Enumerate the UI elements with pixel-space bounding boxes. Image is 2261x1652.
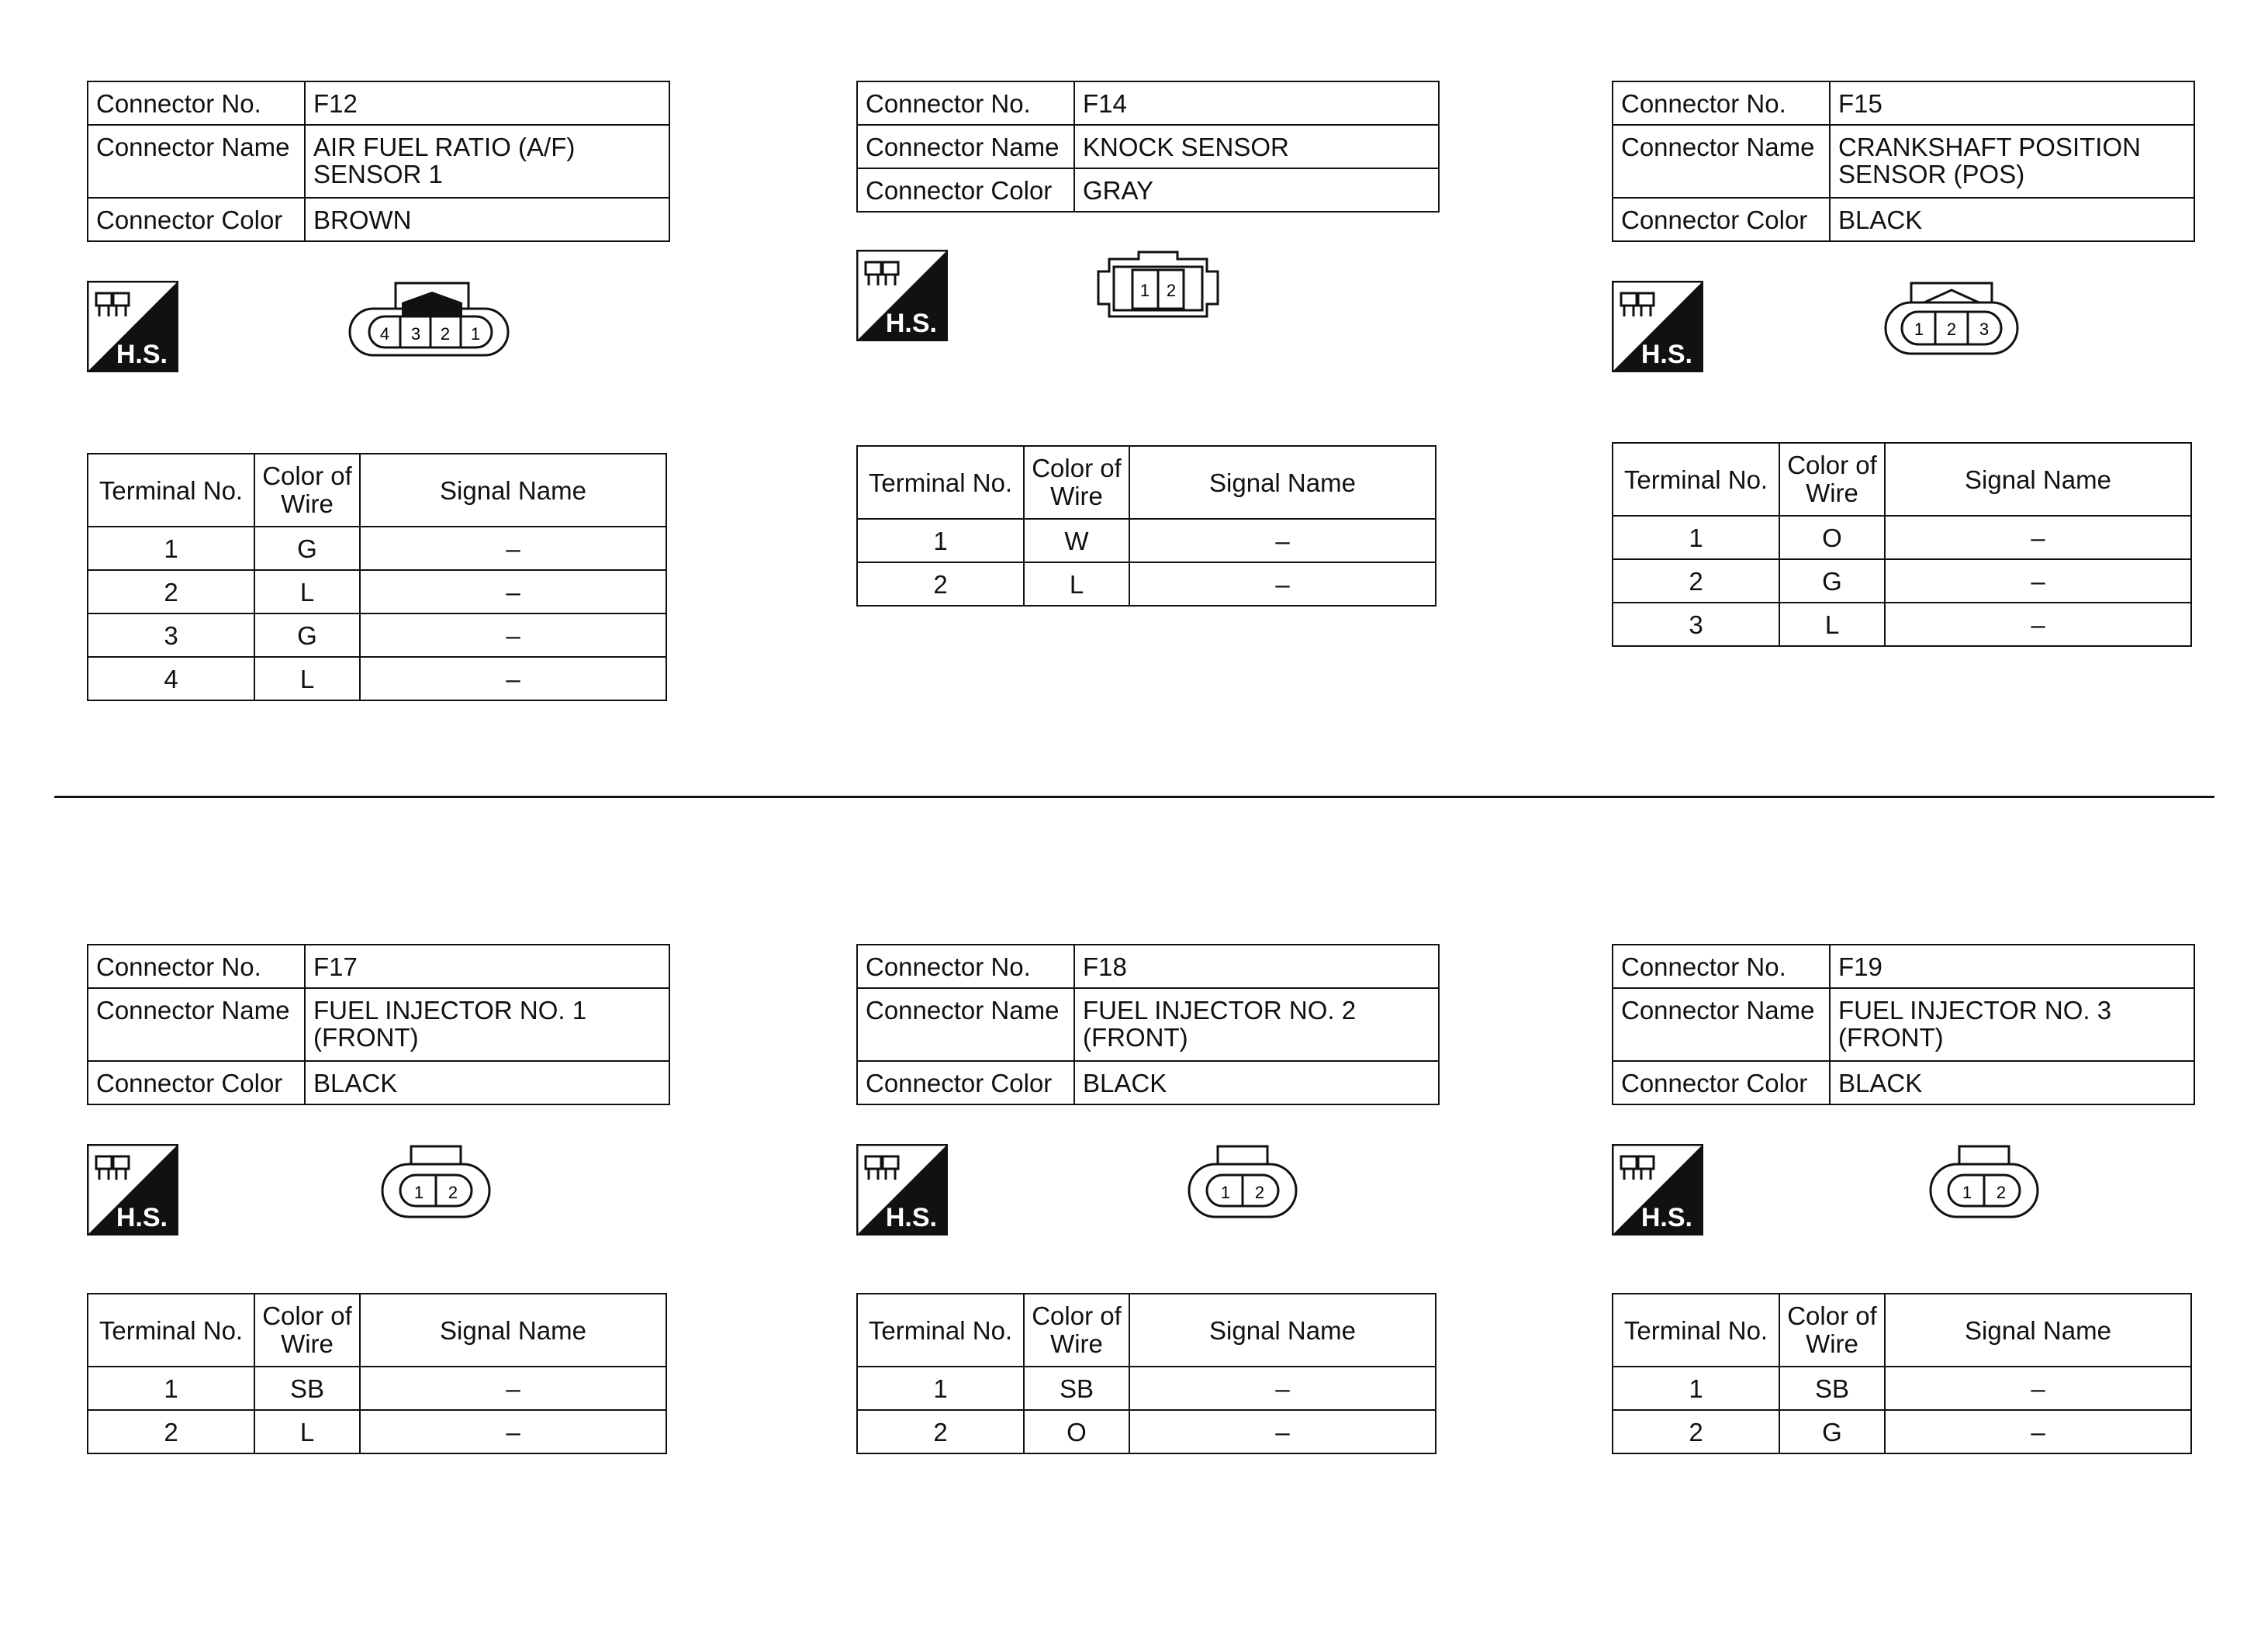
connector-info-table bbox=[1612, 944, 2195, 1105]
wire-color-cell: O bbox=[1779, 516, 1885, 559]
connector-name-line1: FUEL INJECTOR NO. 2 bbox=[1083, 996, 1357, 1025]
connector-face-diagram bbox=[1187, 1144, 1298, 1222]
color-of-wire-header bbox=[1024, 1294, 1129, 1367]
terminal-no-cell: 2 bbox=[857, 1410, 1024, 1453]
hs-label: H.S. bbox=[116, 340, 168, 369]
connector-name-label: Connector Name bbox=[857, 988, 1074, 1061]
wire-color-cell: G bbox=[254, 527, 360, 570]
connector-color-value: BROWN bbox=[305, 198, 669, 241]
hs-label: H.S. bbox=[885, 1203, 937, 1232]
table-row bbox=[88, 657, 666, 700]
harness-side-icon bbox=[1612, 281, 1703, 372]
pin-label: 2 bbox=[1254, 1183, 1265, 1202]
connector-face-diagram bbox=[380, 1144, 492, 1222]
terminal-no-cell: 1 bbox=[88, 527, 254, 570]
wire-color-cell: L bbox=[254, 657, 360, 700]
table-row bbox=[1613, 559, 2191, 603]
pin-label: 2 bbox=[440, 324, 451, 344]
header-line: Color of bbox=[1032, 454, 1122, 482]
pin-label: 4 bbox=[379, 324, 390, 344]
signal-name-cell: – bbox=[1129, 1410, 1436, 1453]
terminal-no-cell: 3 bbox=[88, 613, 254, 657]
connector-color-label: Connector Color bbox=[1613, 198, 1830, 241]
connector-name-label: Connector Name bbox=[1613, 125, 1830, 198]
hs-label: H.S. bbox=[1640, 1203, 1692, 1232]
header-line: Color of bbox=[1787, 1301, 1877, 1330]
connector-name-value: KNOCK SENSOR bbox=[1074, 125, 1439, 168]
wire-color-cell: SB bbox=[254, 1367, 360, 1410]
wire-color-cell: O bbox=[1024, 1410, 1129, 1453]
table-row bbox=[1613, 603, 2191, 646]
terminal-no-header: Terminal No. bbox=[1613, 443, 1779, 516]
terminal-no-cell: 1 bbox=[857, 519, 1024, 562]
hs-label: H.S. bbox=[116, 1203, 168, 1232]
harness-side-icon bbox=[856, 250, 948, 341]
signal-name-cell: – bbox=[360, 613, 666, 657]
table-row bbox=[88, 1410, 666, 1453]
terminal-no-cell: 2 bbox=[857, 562, 1024, 606]
color-of-wire-header bbox=[254, 1294, 360, 1367]
connector-no-value: F19 bbox=[1830, 945, 2194, 988]
pin-label: 1 bbox=[1914, 320, 1924, 339]
terminal-no-cell: 4 bbox=[88, 657, 254, 700]
pin-label: 1 bbox=[413, 1183, 424, 1202]
connector-no-value: F15 bbox=[1830, 81, 2194, 125]
terminal-table bbox=[1612, 442, 2192, 647]
terminal-no-header: Terminal No. bbox=[857, 446, 1024, 519]
hs-label: H.S. bbox=[885, 309, 937, 338]
connector-color-label: Connector Color bbox=[857, 1061, 1074, 1104]
connector-name-line2: (FRONT) bbox=[1838, 1023, 1944, 1052]
terminal-no-cell: 1 bbox=[1613, 1367, 1779, 1410]
connector-no-value: F12 bbox=[305, 81, 669, 125]
wire-color-cell: L bbox=[254, 570, 360, 613]
connector-color-value: BLACK bbox=[1830, 1061, 2194, 1104]
signal-name-cell: – bbox=[360, 527, 666, 570]
connector-block-f18 bbox=[856, 944, 1446, 1611]
connector-name-line2: SENSOR (POS) bbox=[1838, 160, 2025, 188]
connector-name-value bbox=[1074, 988, 1439, 1061]
terminal-no-cell: 2 bbox=[1613, 559, 1779, 603]
signal-name-cell: – bbox=[1129, 562, 1436, 606]
connector-no-label: Connector No. bbox=[1613, 81, 1830, 125]
connector-name-value bbox=[305, 988, 669, 1061]
wire-color-cell: SB bbox=[1024, 1367, 1129, 1410]
pin-label: 3 bbox=[410, 324, 421, 344]
terminal-table bbox=[856, 445, 1436, 607]
signal-name-header: Signal Name bbox=[1885, 1294, 2191, 1367]
hs-label: H.S. bbox=[1640, 340, 1692, 369]
connector-no-label: Connector No. bbox=[857, 945, 1074, 988]
connector-color-value: BLACK bbox=[1074, 1061, 1439, 1104]
signal-name-cell: – bbox=[360, 570, 666, 613]
pin-label: 2 bbox=[448, 1183, 458, 1202]
wire-color-cell: SB bbox=[1779, 1367, 1885, 1410]
wire-color-cell: L bbox=[1779, 603, 1885, 646]
signal-name-header: Signal Name bbox=[360, 454, 666, 527]
connector-color-value: GRAY bbox=[1074, 168, 1439, 212]
signal-name-cell: – bbox=[1885, 603, 2191, 646]
wire-color-cell: G bbox=[1779, 559, 1885, 603]
connector-info-table bbox=[1612, 81, 2195, 242]
connector-no-label: Connector No. bbox=[88, 945, 305, 988]
terminal-no-cell: 1 bbox=[857, 1367, 1024, 1410]
pin-label: 3 bbox=[1979, 320, 1990, 339]
terminal-table bbox=[87, 453, 667, 701]
connector-name-line2: SENSOR 1 bbox=[313, 160, 443, 188]
harness-side-icon bbox=[1612, 1144, 1703, 1236]
pin-label: 2 bbox=[1166, 281, 1177, 300]
pin-label: 2 bbox=[1946, 320, 1957, 339]
terminal-no-cell: 2 bbox=[88, 1410, 254, 1453]
connector-face-diagram bbox=[1883, 281, 2020, 358]
table-row bbox=[857, 1367, 1436, 1410]
signal-name-cell: – bbox=[360, 657, 666, 700]
pin-label: 1 bbox=[1139, 281, 1150, 300]
connector-no-label: Connector No. bbox=[857, 81, 1074, 125]
table-row bbox=[88, 527, 666, 570]
connector-block-f17 bbox=[87, 944, 676, 1611]
header-line: Wire bbox=[281, 489, 334, 518]
connector-no-value: F14 bbox=[1074, 81, 1439, 125]
signal-name-cell: – bbox=[1129, 1367, 1436, 1410]
connector-info-table bbox=[87, 81, 670, 242]
pin-label: 1 bbox=[1962, 1183, 1972, 1202]
connector-color-label: Connector Color bbox=[1613, 1061, 1830, 1104]
wire-color-cell: G bbox=[254, 613, 360, 657]
table-row bbox=[1613, 516, 2191, 559]
terminal-no-header: Terminal No. bbox=[1613, 1294, 1779, 1367]
harness-side-icon bbox=[87, 1144, 178, 1236]
terminal-no-header: Terminal No. bbox=[857, 1294, 1024, 1367]
pin-label: 2 bbox=[1996, 1183, 2007, 1202]
connector-name-line1: CRANKSHAFT POSITION bbox=[1838, 133, 2141, 161]
connector-block-f19 bbox=[1612, 944, 2201, 1611]
connector-color-label: Connector Color bbox=[857, 168, 1074, 212]
signal-name-header: Signal Name bbox=[1129, 1294, 1436, 1367]
connector-name-line1: FUEL INJECTOR NO. 1 bbox=[313, 996, 587, 1025]
terminal-no-cell: 3 bbox=[1613, 603, 1779, 646]
terminal-no-cell: 1 bbox=[88, 1367, 254, 1410]
connector-block-f14 bbox=[856, 81, 1446, 748]
table-row bbox=[857, 562, 1436, 606]
connector-name-line1: FUEL INJECTOR NO. 3 bbox=[1838, 996, 2112, 1025]
header-line: Color of bbox=[262, 1301, 352, 1330]
connector-face-diagram bbox=[1928, 1144, 2040, 1222]
color-of-wire-header bbox=[1779, 443, 1885, 516]
connector-color-value: BLACK bbox=[305, 1061, 669, 1104]
signal-name-cell: – bbox=[1129, 519, 1436, 562]
connector-name-label: Connector Name bbox=[88, 125, 305, 198]
wire-color-cell: G bbox=[1779, 1410, 1885, 1453]
table-row bbox=[1613, 1367, 2191, 1410]
terminal-no-cell: 2 bbox=[88, 570, 254, 613]
terminal-no-cell: 1 bbox=[1613, 516, 1779, 559]
color-of-wire-header bbox=[254, 454, 360, 527]
wire-color-cell: L bbox=[1024, 562, 1129, 606]
connector-name-line2: (FRONT) bbox=[313, 1023, 419, 1052]
terminal-table bbox=[856, 1293, 1436, 1454]
connector-info-table bbox=[856, 81, 1440, 213]
color-of-wire-header bbox=[1779, 1294, 1885, 1367]
header-line: Color of bbox=[1787, 451, 1877, 479]
table-row bbox=[88, 1367, 666, 1410]
connector-no-label: Connector No. bbox=[88, 81, 305, 125]
connector-face-diagram bbox=[1092, 250, 1224, 327]
connector-block-f12 bbox=[87, 81, 676, 748]
signal-name-cell: – bbox=[1885, 559, 2191, 603]
color-of-wire-header bbox=[1024, 446, 1129, 519]
header-line: Wire bbox=[281, 1329, 334, 1358]
connector-color-label: Connector Color bbox=[88, 1061, 305, 1104]
wire-color-cell: L bbox=[254, 1410, 360, 1453]
signal-name-cell: – bbox=[1885, 516, 2191, 559]
wire-color-cell: W bbox=[1024, 519, 1129, 562]
signal-name-header: Signal Name bbox=[1129, 446, 1436, 519]
connector-name-line2: (FRONT) bbox=[1083, 1023, 1188, 1052]
table-row bbox=[88, 570, 666, 613]
table-row bbox=[1613, 1410, 2191, 1453]
signal-name-cell: – bbox=[360, 1410, 666, 1453]
signal-name-cell: – bbox=[360, 1367, 666, 1410]
terminal-no-header: Terminal No. bbox=[88, 454, 254, 527]
connector-color-label: Connector Color bbox=[88, 198, 305, 241]
terminal-no-cell: 2 bbox=[1613, 1410, 1779, 1453]
connector-name-value bbox=[305, 125, 669, 198]
signal-name-header: Signal Name bbox=[1885, 443, 2191, 516]
header-line: Color of bbox=[262, 461, 352, 490]
connector-block-f15 bbox=[1612, 81, 2201, 748]
signal-name-header: Signal Name bbox=[360, 1294, 666, 1367]
connector-name-line1: AIR FUEL RATIO (A/F) bbox=[313, 133, 576, 161]
connector-face-diagram bbox=[347, 281, 510, 358]
connector-name-value bbox=[1830, 988, 2194, 1061]
connector-name-value bbox=[1830, 125, 2194, 198]
signal-name-cell: – bbox=[1885, 1410, 2191, 1453]
connector-no-label: Connector No. bbox=[1613, 945, 1830, 988]
connector-name-label: Connector Name bbox=[88, 988, 305, 1061]
harness-side-icon bbox=[856, 1144, 948, 1236]
harness-side-icon bbox=[87, 281, 178, 372]
table-row bbox=[857, 519, 1436, 562]
connector-no-value: F17 bbox=[305, 945, 669, 988]
pin-label: 1 bbox=[1220, 1183, 1231, 1202]
table-row bbox=[88, 613, 666, 657]
terminal-table bbox=[87, 1293, 667, 1454]
header-line: Wire bbox=[1050, 482, 1103, 510]
connector-name-label: Connector Name bbox=[1613, 988, 1830, 1061]
header-line: Wire bbox=[1806, 479, 1858, 507]
connector-color-value: BLACK bbox=[1830, 198, 2194, 241]
connector-name-label: Connector Name bbox=[857, 125, 1074, 168]
header-line: Color of bbox=[1032, 1301, 1122, 1330]
signal-name-cell: – bbox=[1885, 1367, 2191, 1410]
section-divider bbox=[54, 796, 2214, 798]
pin-label: 1 bbox=[470, 324, 481, 344]
header-line: Wire bbox=[1806, 1329, 1858, 1358]
connector-info-table bbox=[856, 944, 1440, 1105]
terminal-table bbox=[1612, 1293, 2192, 1454]
connector-info-table bbox=[87, 944, 670, 1105]
table-row bbox=[857, 1410, 1436, 1453]
terminal-no-header: Terminal No. bbox=[88, 1294, 254, 1367]
connector-no-value: F18 bbox=[1074, 945, 1439, 988]
header-line: Wire bbox=[1050, 1329, 1103, 1358]
